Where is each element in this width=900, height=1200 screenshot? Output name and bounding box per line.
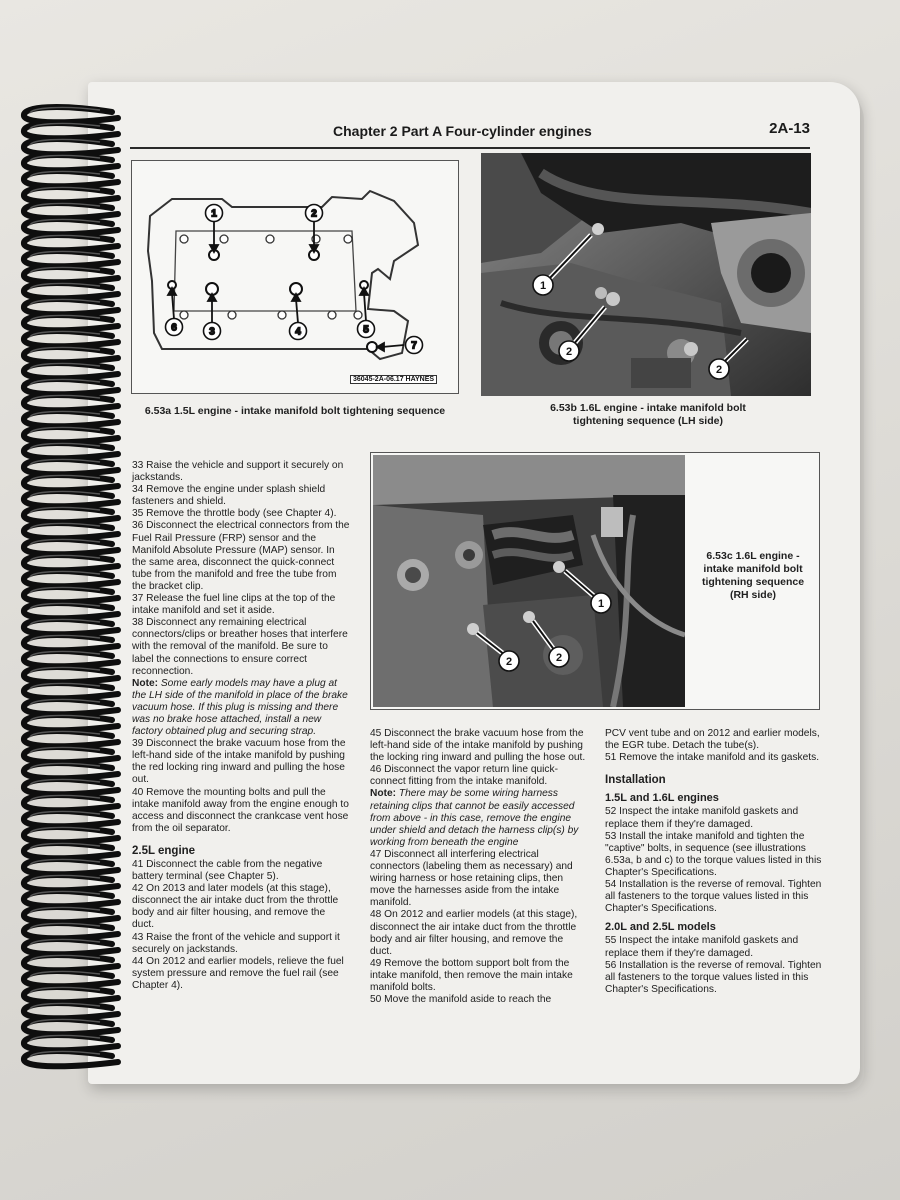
text-column-2 — [370, 728, 586, 1006]
step-47: 47 Disconnect all interfering electrical connectors (labeling them as necessary) and wiring harness or hose retaining clips, then move the harnesses aside from the intake manifold. — [370, 848, 573, 909]
step-51: 51 Remove the intake manifold and its gaskets. — [605, 752, 820, 764]
figure-6-53a-diagram — [131, 160, 459, 394]
note-text: Some early models may have a plug at the LH side of the manifold in place of the brake vacuum hose. If this plug is missing and there was no brake hose attached, install a new factory obtained plug and securing strap. — [132, 677, 348, 738]
step-38: 38 Disconnect any remaining electrical connectors/clips or breather hoses that interfere with the removal of the manifold. Be sure to label the connections to ensure correct reconnection. — [132, 617, 348, 677]
header-rule — [130, 147, 810, 149]
step-34: 34 Remove the engine under splash shield fasteners and shield. — [132, 484, 326, 508]
step-39: 39 Disconnect the brake vacuum hose from the left-hand side of the intake manifold by pushing the red locking ring inward and pulling the hose out. — [132, 738, 346, 786]
step-48: 48 On 2012 and earlier models (at this stage), disconnect the air intake duct from the throttle body and air filter housing, and remove the duct. — [370, 909, 578, 957]
heading-2-0l-2-5l-models: 2.0L and 2.5L models — [605, 921, 716, 934]
callout-number: 6 — [171, 322, 177, 334]
diagram-reference-tag: 36045-2A-06.17 HAYNES — [350, 375, 437, 384]
callout-number: 2 — [311, 208, 317, 220]
text-column-3 — [605, 728, 823, 996]
figure-6-53c-photo — [373, 455, 685, 707]
step-44: 44 On 2012 and earlier models, relieve the fuel system pressure and remove the fuel rail (see Chapter 4). — [132, 955, 344, 991]
chapter-title: Chapter 2 Part A Four-cylinder engines — [333, 123, 592, 139]
figure-6-53c-box — [370, 452, 820, 710]
callout-number: 1 — [539, 279, 547, 292]
note-paragraph — [370, 788, 586, 848]
heading-2-5l-engine: 2.5L engine — [132, 844, 196, 857]
step-41: 41 Disconnect the cable from the negative battery terminal (see Chapter 5). — [132, 859, 323, 883]
text-column-1 — [132, 460, 350, 992]
callout-number: 5 — [363, 324, 369, 336]
step-43: 43 Raise the front of the vehicle and support it securely on jackstands. — [132, 931, 340, 955]
callout-number: 7 — [411, 340, 417, 352]
step-55: 55 Inspect the intake manifold gaskets and replace them if they're damaged. — [605, 935, 799, 959]
callout-number: 1 — [211, 208, 217, 220]
callout-number: 1 — [597, 597, 605, 610]
step-42: 42 On 2013 and later models (at this stage), disconnect the air intake duct from the throttle body and air filter housing, and remove the duct. — [132, 883, 339, 931]
heading-1-5l-1-6l-engines: 1.5L and 1.6L engines — [605, 792, 719, 805]
step-40: 40 Remove the mounting bolts and pull the intake manifold away from the engine enough to access and disconnect the crankcase vent hose from the oil separator. — [132, 786, 349, 834]
step-50-continued: PCV vent tube and on 2012 and earlier models, the EGR tube. Detach the tube(s). — [605, 728, 820, 752]
note-text: There may be some wiring harness retaining clips that cannot be easily accessed from above - in this case, remove the engine under shield and detach the harness clip(s) by working from beneath the engine — [370, 788, 579, 848]
step-35: 35 Remove the throttle body (see Chapter 4). — [132, 508, 337, 520]
spiral-binding — [0, 0, 140, 1200]
note-paragraph — [132, 678, 350, 738]
step-52: 52 Inspect the intake manifold gaskets and replace them if they're damaged. — [605, 806, 799, 830]
step-46: 46 Disconnect the vapor return line quick-connect fitting from the intake manifold. — [370, 764, 559, 788]
step-56: 56 Installation is the reverse of removal. Tighten all fasteners to the torque values listed in this Chapter's Specifications. — [605, 959, 822, 995]
figure-6-53b-caption: 6.53b 1.6L engine - intake manifold bolt tightening sequence (LH side) — [550, 402, 746, 427]
step-33: 33 Raise the vehicle and support it securely on jackstands. — [132, 460, 344, 484]
callout-number: 2 — [565, 345, 573, 358]
note-label: Note: — [132, 677, 159, 689]
callout-number: 4 — [295, 326, 301, 338]
page-header — [130, 118, 810, 148]
step-53: 53 Install the intake manifold and tighten the "captive" bolts, in sequence (see illustrations 6.53a, b and c) to the torque values listed in this Chapter's Specifications. — [605, 830, 822, 878]
figure-6-53b-photo — [481, 153, 811, 396]
figure-6-53c-caption: 6.53c 1.6L engine - intake manifold bolt tightening sequence (RH side) — [701, 550, 805, 601]
callout-number: 2 — [505, 655, 513, 668]
page-number: 2A-13 — [769, 120, 810, 137]
step-45: 45 Disconnect the brake vacuum hose from the left-hand side of the intake manifold by pushing the locking ring inward and pulling the hose out. — [370, 728, 586, 764]
callout-number: 2 — [555, 651, 563, 664]
step-36: 36 Disconnect the electrical connectors from the Fuel Rail Pressure (FRP) sensor and the Manifold Absolute Pressure (MAP) sensor. In the same area, disconnect the quick-connect tube from the manifold and free the tube from the bracket clip. — [132, 520, 350, 592]
note-label: Note: — [370, 788, 397, 800]
step-50: 50 Move the manifold aside to reach the — [370, 994, 552, 1006]
heading-installation: Installation — [605, 774, 666, 787]
figure-6-53a-caption: 6.53a 1.5L engine - intake manifold bolt tightening sequence — [144, 405, 446, 417]
callout-number: 3 — [209, 326, 215, 338]
step-49: 49 Remove the bottom support bolt from the intake manifold, then remove the main intake manifold bolts. — [370, 957, 573, 993]
step-37: 37 Release the fuel line clips at the top of the intake manifold and set it aside. — [132, 593, 336, 617]
step-54: 54 Installation is the reverse of removal. Tighten all fasteners to the torque values listed in this Chapter's Specifications. — [605, 879, 822, 915]
callout-number: 2 — [715, 363, 723, 376]
